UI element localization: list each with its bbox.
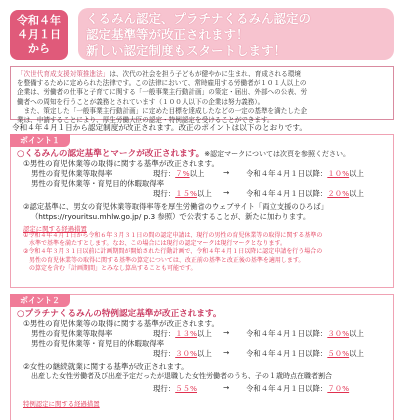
point1-item1-title: ①男性の育児休業等の取得に関する基準が改正されます。	[23, 159, 220, 168]
point2-row4-arrow: →	[223, 383, 230, 392]
point2-row1-current-value: １３%	[175, 329, 197, 338]
point1-label: ポイント１	[10, 134, 70, 147]
date-badge-line3: から	[28, 42, 50, 55]
point2-row1-current: 現行：１３%以上	[153, 329, 212, 338]
point2-row3-new: 令和４年４月１日以降：５０%以上	[246, 349, 364, 358]
point1-box	[10, 134, 394, 288]
point1-row1-new: 令和４年４月１日以降：１０%以上	[246, 169, 364, 178]
point1-row3-new-value: ２０%	[327, 189, 350, 198]
page-title	[78, 8, 394, 60]
point1-row3-arrow: →	[223, 188, 230, 197]
point2-row3-current: 現行：３０%以上	[153, 349, 212, 358]
point2-row1-new-value: ３０%	[327, 329, 350, 338]
point2-row1-arrow: →	[223, 328, 230, 337]
point1-row2-label: 男性の育児休業等・育児目的休暇取得率	[31, 179, 165, 188]
point1-item2-title-a: ②認定基準に、男女の育児休業等取得率等を厚生労働省のウェブサイト「両立支援のひろば」	[23, 202, 328, 211]
date-badge-line1: 令和４年	[17, 14, 61, 27]
point1-note-line3: ②令和４年３月３１日以前に計画期間が開始された行動計画で、令和４年４月１日以降に認定申請を行う場合の	[23, 248, 323, 256]
title-line1: くるみん認定、プラチナくるみん認定の	[86, 11, 312, 26]
point2-row3-new-value: ５０%	[327, 349, 350, 358]
point2-row4-current-value: ５５%	[175, 384, 197, 393]
point2-item2-title: ②女性の継続就業に関する基準が改正されます。	[23, 362, 189, 371]
point2-row2-label: 男性の育児休業等・育児目的休暇取得率	[31, 339, 165, 348]
point1-section-title-text: ○くるみんの認定基準とマークが改正されます。	[17, 149, 205, 159]
intro-box	[10, 66, 394, 125]
point1-row1-arrow: →	[223, 168, 230, 177]
point2-item2-desc: 出産した女性労働者及び出産予定だったが退職した女性労働者のうち、子の１歳時点在職者割合	[31, 372, 332, 380]
point1-note-line2: 水準で基準を満たすとします。なお、この場合には現行の認定マークは現行マークとなります。	[23, 240, 287, 248]
intro-line5: また、策定した「一般事業主行動計画」に定めた目標を達成したなどの一定の基準を満たした企	[17, 106, 308, 115]
point1-note-line1: ①令和４年４月１日から令和６年３月３１日の間の認定申請は、現行の男性の育児休業等の取得に関する基準の	[23, 232, 323, 239]
point2-box	[10, 294, 394, 420]
intro-line2: を整備するために定められた法律です。この法律において、常時雇用する労働者が１０１人以上の	[17, 79, 307, 88]
point1-row1-new-value: １０%	[327, 169, 350, 178]
point1-row3-current-value: １５%	[175, 189, 197, 198]
title-line2: 認定基準等が改正されます！	[86, 27, 249, 42]
intro-line3: 企業は、労働者の仕事と子育てに関する「一般事業主行動計画」の策定・届出、外部への公表、労	[17, 88, 308, 97]
point2-label: ポイント２	[10, 294, 70, 307]
point1-row1-current-value: ７%	[175, 169, 190, 178]
date-badge	[10, 10, 68, 60]
intro-line6: 業は、申請することにより、厚生労働大臣の認定・特例認定を受けることができます。	[17, 116, 274, 125]
point2-row1-new: 令和４年４月１日以降：３０%以上	[246, 329, 364, 338]
point2-item1-title: ①男性の育児休業等の取得に関する基準が改正されます。	[23, 319, 220, 328]
point2-row4-current: 現行：５５%	[153, 384, 197, 393]
point2-note-head: 特例認定に関する経過措置	[23, 400, 100, 408]
point1-note	[23, 232, 322, 273]
point2-section-title: ○プラチナくるみんの特例認定基準が改正されます。	[17, 309, 222, 319]
point1-item2-title-b: （https://ryouritsu.mhlw.go.jp/ p.3 参照）で公表することが、新たに加わります。	[31, 212, 311, 221]
point2-row1-label: 男性の育児休業等取得率	[31, 329, 113, 338]
point1-row1-current: 現行：７%以上	[153, 169, 205, 178]
intro-line1: は、次代の社会を担う子どもが健やかに生まれ、育成される環境	[109, 70, 301, 78]
point1-row1-label: 男性の育児休業等取得率	[31, 169, 113, 178]
law-name: 「次世代育成支援対策推進法」	[17, 70, 110, 78]
point1-row3-current: 現行：１５%以上	[153, 189, 212, 198]
point2-row3-arrow: →	[223, 348, 230, 357]
point1-note-line4: 男性の育児休業等の取得に関する基準の算定については、改正前の基準と改正後の基準を適用します。	[23, 256, 305, 264]
revision-note: 令和４年４月１日から認定制度が改正されます。改正のポイントは以下のとおりです。	[12, 123, 307, 132]
point1-note-line5: の算定を含む「計画期間」とみなし算出することも可能です。	[23, 264, 197, 272]
point2-row4-new-value: ７０%	[327, 384, 350, 393]
point1-row3-new: 令和４年４月１日以降：２０%以上	[246, 189, 364, 198]
point1-note-head: 認定に関する経過措置	[23, 225, 87, 233]
intro-line4: 働者への周知を行うことが義務とされています（１００人以下の企業は努力義務）。	[17, 97, 265, 106]
point1-section-note: ※認定マークについては次頁を参照ください。	[204, 150, 351, 158]
title-line3: 新しい認定制度もスタートします！	[86, 43, 287, 58]
date-badge-line2: ４月１日	[17, 28, 61, 41]
point2-row4-new: 令和４年４月１日以降：７０%	[246, 384, 350, 393]
point2-row3-current-value: ３０%	[175, 349, 197, 358]
